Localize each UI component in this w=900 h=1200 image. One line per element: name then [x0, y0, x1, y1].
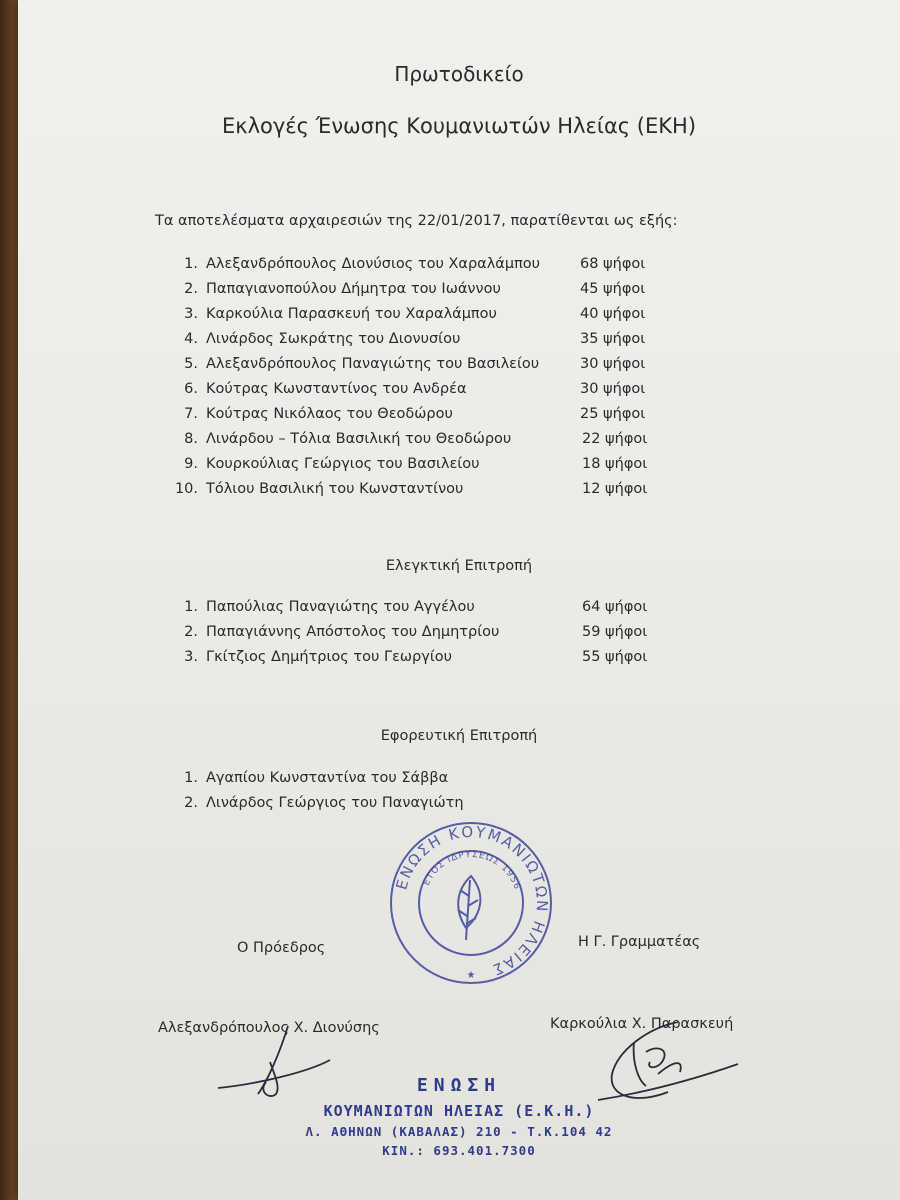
leaf-icon: [458, 876, 480, 940]
stamp-line-4: ΚΙΝ.: 693.401.7300: [382, 1143, 536, 1158]
stamp-line-1: ΕΝΩΣΗ: [416, 1075, 502, 1096]
secretary-name: Καρκούλια Χ. Παρασκευή: [550, 1016, 734, 1032]
svg-text:★: ★: [466, 970, 476, 981]
stamp-line-3: Λ. ΑΘΗΝΩΝ (ΚΑΒΑΛΑΣ) 210 - Τ.Κ.104 42: [305, 1124, 613, 1139]
results-intro: Τα αποτελέσματα αρχαιρεσιών της 22/01/2017, παρατίθενται ως εξής:: [155, 213, 678, 229]
document-page: Πρωτοδικείο Εκλογές Ένωσης Κουμανιωτών Ηλείας (ΕΚΗ) Τα αποτελέσματα αρχαιρεσιών της 22/01/2017, παρατίθενται ως εξής: 1. Αλεξανδρόπουλος Διονύσιος του Χαραλάμπου 68 ψήφοι 2. Παπαγιανοπούλου Δήμητρα του Ιωάννου 45 ψήφοι 3. Καρκούλια Παρασκευή του Χαραλάμπου 40 ψήφοι 4. Λινάρδος Σωκράτης του Διονυσίου 35 ψήφοι 5. Αλεξανδρόπουλος Παναγιώτης του Βασιλείου 30 ψήφοι 6. Κούτρας Κωνσταντίνος του Ανδρέα 30 ψήφοι 7. Κούτρας Νικόλαος του Θεοδώρου 25 ψήφοι 8. Λινάρδου – Τόλια Βασιλική του Θεοδώρου 22 ψήφοι 9. Κουρκούλιας Γεώργιος του Βασιλείου 18 ψήφοι 10. Τόλιου Βασιλική του Κωνσταντίνου 12 ψήφοι Ελεγκτική Επιτροπή 1. Παπούλιας Παναγιώτης του Αγγέλου 64 ψήφοι 2. Παπαγιάννης Απόστολος του Δημητρίου 59 ψήφοι 3. Γκίτζιος Δημήτριος του Γεωργίου 55 ψήφοι Εφορευτική Επιτροπή 1. Αγαπίου Κωνσταντίνα του Σάββα 2. Λινάρδος Γεώργιος του Παναγιώτη ΕΝΩΣΗ ΚΟΥΜΑΝΙΩΤΩΝ ΗΛΕΙΑΣ ΕΤΟΣ ΙΔΡΥΣΕΩΣ 1956 ★ Ο Πρόεδρος Η Γ. Γραμματέας Αλεξανδρόπουλος Χ. Διονύσης Καρκούλια Χ. Παρασκευή ΕΝΩΣΗ ΚΟΥΜΑΝΙΩΤΩΝ ΗΛΕΙΑΣ (Ε.Κ.Η.) Λ. ΑΘΗΝΩΝ (ΚΑΒΑΛΑΣ) 210 - Τ.Κ.104 42 ΚΙΝ.: 693.401.7300: [18, 0, 900, 1200]
svg-text:ΕΤΟΣ ΙΔΡΥΣΕΩΣ 1956: ΕΤΟΣ ΙΔΡΥΣΕΩΣ 1956: [421, 849, 522, 892]
audit-committee-title: Ελεγκτική Επιτροπή: [385, 558, 533, 574]
association-address-stamp: [18, 1075, 900, 1158]
secretary-title: Η Γ. Γραμματέας: [578, 934, 701, 950]
svg-text:ΕΝΩΣΗ ΚΟΥΜΑΝΙΩΤΩΝ ΗΛΕΙΑΣ: ΕΝΩΣΗ ΚΟΥΜΑΝΙΩΤΩΝ ΗΛΕΙΑΣ: [392, 822, 552, 980]
elections-committee-title: Εφορευτική Επιτροπή: [380, 728, 538, 744]
court-heading: Πρωτοδικείο: [394, 62, 524, 86]
stamp-line-2: ΚΟΥΜΑΝΙΩΤΩΝ ΗΛΕΙΑΣ (Ε.Κ.Η.): [323, 1102, 595, 1120]
president-name: Αλεξανδρόπουλος Χ. Διονύσης: [158, 1020, 380, 1036]
election-heading: Εκλογές Ένωσης Κουμανιωτών Ηλείας (ΕΚΗ): [221, 114, 697, 138]
president-title: Ο Πρόεδρος: [237, 940, 326, 956]
association-seal-stamp: [386, 818, 556, 988]
